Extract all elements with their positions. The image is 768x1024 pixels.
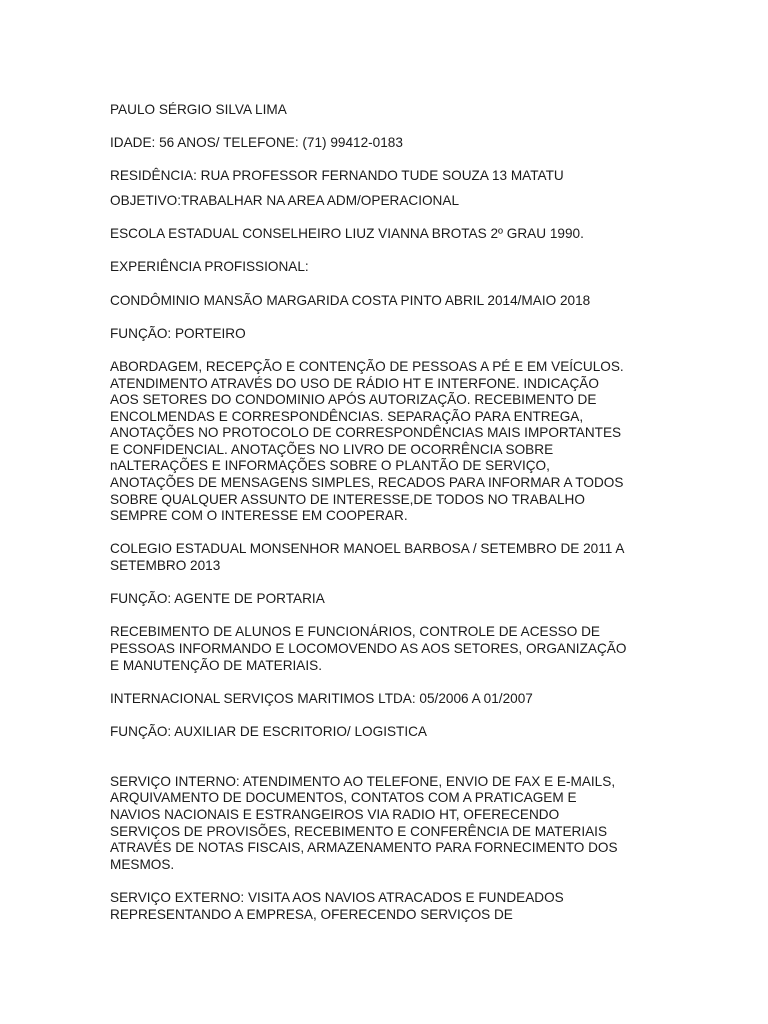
age-phone-line: IDADE: 56 ANOS/ TELEFONE: (71) 99412-0183 <box>110 135 403 151</box>
description-line: SOBRE QUALQUER ASSUNTO DE INTERESSE,DE TODOS NO TRABALHO <box>110 491 585 507</box>
description-line: RECEBIMENTO DE ALUNOS E FUNCIONÁRIOS, CONTROLE DE ACESSO DE <box>110 624 600 640</box>
description-line: ABORDAGEM, RECEPÇÃO E CONTENÇÃO DE PESSOAS A PÉ E EM VEÍCULOS. <box>110 358 624 374</box>
resume-body <box>110 102 658 923</box>
job-1-employer <box>110 293 658 310</box>
experience-heading: EXPERIÊNCIA PROFISSIONAL: <box>110 259 309 275</box>
description-line: E CONFIDENCIAL. ANOTAÇÕES NO LIVRO DE OCORRÊNCIA SOBRE <box>110 441 554 457</box>
residence-line: RESIDÊNCIA: RUA PROFESSOR FERNANDO TUDE SOUZA 13 MATATU <box>110 168 564 184</box>
description-line: SERVIÇO EXTERNO: VISITA AOS NAVIOS ATRACADOS E FUNDEADOS <box>110 889 564 905</box>
job-2-description <box>110 624 658 674</box>
description-line: ATENDIMENTO ATRAVÉS DO USO DE RÁDIO HT E INTERFONE. INDICAÇÃO <box>110 375 599 391</box>
description-line: SEMPRE COM O INTERESSE EM COOPERAR. <box>110 508 408 524</box>
description-line: ANOTAÇÕES NO PROTOCOLO DE CORRESPONDÊNCIAS MAIS IMPORTANTES <box>110 425 622 441</box>
description-line: ARQUIVAMENTO DE DOCUMENTOS, CONTATOS COM A PRATICAGEM E <box>110 790 577 806</box>
candidate-name: PAULO SÉRGIO SILVA LIMA <box>110 102 287 117</box>
description-line: ENCOLMENDAS E CORRESPONDÊNCIAS. SEPARAÇÃO PARA ENTREGA, <box>110 408 584 424</box>
description-line: ATRAVÉS DE NOTAS FISCAIS, ARMAZENAMENTO PARA FORNECIMENTO DOS <box>110 840 618 856</box>
school-line: ESCOLA ESTADUAL CONSELHEIRO LIUZ VIANNA BROTAS 2º GRAU 1990. <box>110 226 584 242</box>
job-2-role: FUNÇÃO: AGENTE DE PORTARIA <box>110 591 325 607</box>
objective-line: OBJETIVO:TRABALHAR NA AREA ADM/OPERACIONAL <box>110 192 460 208</box>
employer-line: CONDÔMINIO MANSÃO MARGARIDA COSTA PINTO ABRIL 2014/MAIO 2018 <box>110 292 591 308</box>
description-line: MESMOS. <box>110 856 175 872</box>
employer-line: SETEMBRO 2013 <box>110 558 221 574</box>
description-line: NAVIOS NACIONAIS E ESTRANGEIROS VIA RADIO HT, OFERECENDO <box>110 806 560 822</box>
description-line: nALTERAÇÕES E INFORMAÇÕES SOBRE O PLANTÃO DE SERVIÇO, <box>110 458 550 474</box>
employer-line: INTERNACIONAL SERVIÇOS MARITIMOS LTDA: 05/2006 A 01/2007 <box>110 690 533 706</box>
job-1-role: FUNÇÃO: PORTEIRO <box>110 325 246 341</box>
job-2-employer <box>110 541 658 574</box>
description-line: SERVIÇO INTERNO: ATENDIMENTO AO TELEFONE, ENVIO DE FAX E E-MAILS, <box>110 773 616 789</box>
description-line: AOS SETORES DO CONDOMINIO APÓS AUTORIZAÇÃO. RECEBIMENTO DE <box>110 392 597 408</box>
job-3-employer <box>110 691 658 708</box>
description-line: PESSOAS INFORMANDO E LOCOMOVENDO AS AOS SETORES, ORGANIZAÇÃO <box>110 641 627 656</box>
description-line: E MANUTENÇÃO DE MATERIAIS. <box>110 657 322 673</box>
job-3-external-service <box>110 890 658 923</box>
job-1-description <box>110 359 658 525</box>
employer-line: COLEGIO ESTADUAL MONSENHOR MANOEL BARBOSA / SETEMBRO DE 2011 A <box>110 541 625 557</box>
description-line: SERVIÇOS DE PROVISÕES, RECEBIMENTO E CONFERÊNCIA DE MATERIAIS <box>110 823 608 839</box>
description-line: ANOTAÇÕES DE MENSAGENS SIMPLES, RECADOS PARA INFORMAR A TODOS <box>110 475 624 491</box>
job-3-internal-service <box>110 774 658 874</box>
job-3-role: FUNÇÃO: AUXILIAR DE ESCRITORIO/ LOGISTICA <box>110 723 427 739</box>
description-line: REPRESENTANDO A EMPRESA, OFERECENDO SERVIÇOS DE <box>110 906 513 922</box>
